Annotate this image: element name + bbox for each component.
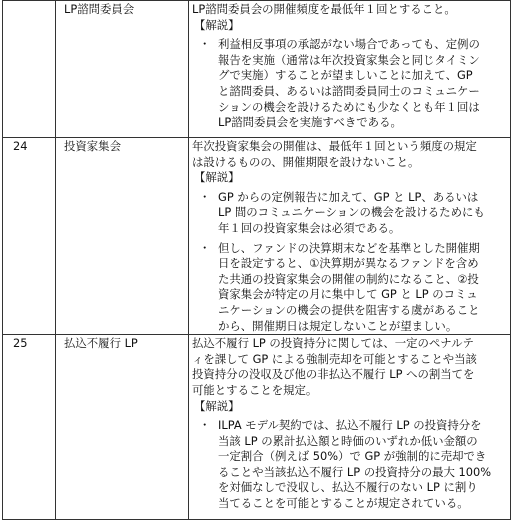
- note-bullet: [192, 418, 506, 512]
- bullet-line: た共通の投資家集会の開催の制約になること、②投: [218, 271, 479, 286]
- guideline-table: [2, 0, 511, 520]
- row-number: 25: [3, 335, 56, 520]
- main-text-line: は設けるものの、開催期限を設けないこと。: [192, 154, 420, 169]
- bullet-line: と諮問委員、あるいは諮問委員同士のコミュニケー: [218, 83, 480, 98]
- row-number: [3, 1, 56, 138]
- bullet-text: [212, 418, 506, 512]
- main-text-line: LP諮問委員会の開催頻度を最低年１回とすること。: [192, 2, 456, 16]
- bullet-line: ニケーションの機会の提供を阻害する虞があること: [218, 302, 480, 317]
- note-bullet: [192, 37, 506, 131]
- note-label: 【解説】: [194, 398, 240, 413]
- bullet-line: 報告を実施（通常は年次投資家集会と同じタイミン: [218, 52, 480, 67]
- main-text-line: 年次投資家集会の開催は、最低年１回という頻度の規定: [192, 139, 477, 153]
- bullet-line: から、開催期日は規定しないことが望ましい。: [218, 318, 458, 333]
- bullet-text: [212, 190, 506, 237]
- table-row: [3, 138, 511, 335]
- bullet-line: 利益相反事項の承認がない場合であっても、定例の: [218, 37, 480, 52]
- bullet-line: 当てることを可能とすることが規定されている。: [218, 496, 469, 511]
- bullet-mark: ・: [199, 37, 211, 52]
- bullet-line: 年１回の投資家集会は必須である。: [218, 220, 401, 235]
- table-row: [3, 1, 511, 138]
- bullet-text: [212, 37, 506, 131]
- row-number: 24: [3, 138, 56, 335]
- bullet-line: 但し、ファンドの決算期末などを基準とした開催期: [218, 240, 480, 255]
- note-bullet: [192, 190, 506, 237]
- bullet-text: [212, 241, 506, 335]
- item-title: LP諮問委員会: [56, 1, 189, 138]
- bullet-line: ることや当該払込不履行 LP の投資持分の最大 100%: [218, 464, 492, 479]
- bullet-line: グで実施）することが望ましいことに加えて、GP: [218, 68, 473, 83]
- bullet-line: を対価なしで没収し、払込不履行のない LP に割り: [218, 480, 478, 495]
- item-description: [189, 335, 511, 520]
- table-row: [3, 335, 511, 520]
- bullet-line: 当該 LP の累計払込額と時価のいずれか低い金額の: [218, 433, 478, 448]
- bullet-line: LP諮問委員会を実施すべきである。: [218, 115, 402, 130]
- main-text-line: 投資持分の没収及び他の非払込不履行 LP への割当てを: [192, 367, 475, 382]
- bullet-line: LP 間のコミュニケーションの機会を設けるためにも: [218, 205, 485, 220]
- main-text-line: 可能とすることを規定。: [192, 382, 318, 397]
- bullet-mark: ・: [199, 418, 211, 433]
- bullet-line: GP からの定例報告に加えて、GP と LP、あるいは: [218, 189, 479, 204]
- item-title: 払込不履行 LP: [56, 335, 189, 520]
- bullet-mark: ・: [199, 189, 211, 204]
- main-text-line: 払込不履行 LP の投資持分に関しては、一定のペナルテ: [192, 336, 474, 351]
- bullet-line: ションの機会を設けるためにも少なくとも年１回は: [218, 99, 480, 114]
- main-text-line: ィを課して GP による強制売却を可能とすることや当該: [192, 351, 477, 366]
- item-description: [189, 1, 511, 138]
- bullet-line: 日を設定すると、①決算期が異なるファンドを含め: [218, 256, 479, 271]
- item-title: 投資家集会: [56, 138, 189, 335]
- note-label: 【解説】: [194, 170, 240, 185]
- bullet-line: 一定割合（例えば 50%）で GP が強制的に売却でき: [218, 449, 487, 464]
- bullet-line: 資家集会が特定の月に集中して GP と LP のコミュ: [218, 287, 478, 302]
- note-bullet: [192, 241, 506, 335]
- bullet-mark: ・: [199, 240, 211, 255]
- item-description: [189, 138, 511, 335]
- note-label: 【解説】: [194, 17, 240, 32]
- bullet-line: ILPA モデル契約では、払込不履行 LP の投資持分を: [218, 418, 482, 433]
